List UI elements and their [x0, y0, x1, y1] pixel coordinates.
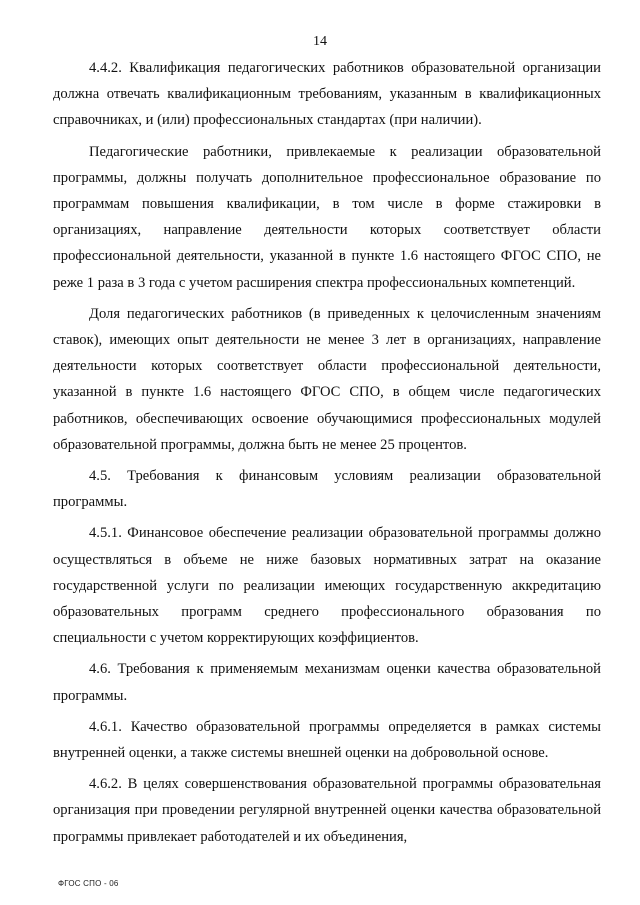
page-footer: ФГОС СПО - 06 [58, 879, 119, 888]
paragraph-4-4-2: 4.4.2. Квалификация педагогических работников образовательной организации должна отвечать квалификационным требованиям, указанным в квалификационных справочниках, и (или) профессиональных стандартах (при наличии). [53, 60, 601, 129]
paragraph-4-6-2: 4.6.2. В целях совершенствования образовательной программы образовательная организация при проведении регулярной внутренней оценки качества образовательной программы привлекает работодателей и их объединения, [53, 776, 601, 845]
paragraph-teacher-share: Доля педагогических работников (в приведенных к целочисленным значениям ставок), имеющих опыт деятельности не менее 3 лет в организациях, направление деятельности которых соответствует области профессиональной деятельности, указанной в пункте 1.6 настоящего ФГОС СПО, в общем числе педагогических работников, обеспечивающих освоение обучающимися профессиональных модулей образовательной программы, должна быть не менее 25 процентов. [53, 305, 601, 453]
page-number: 14 [313, 34, 327, 49]
paragraph-4-5: 4.5. Требования к финансовым условиям реализации образовательной программы. [53, 468, 601, 511]
paragraph-4-6-1: 4.6.1. Качество образовательной программы определяется в рамках системы внутренней оценки, а также системы внешней оценки на добровольной основе. [53, 718, 601, 762]
paragraph-4-6: 4.6. Требования к применяемым механизмам оценки качества образовательной программы. [53, 661, 601, 704]
paragraph-4-5-1: 4.5.1. Финансовое обеспечение реализации образовательной программы должно осуществляться в объеме не ниже базовых нормативных затрат на оказание государственной услуги по реализации имеющих государственную аккредитацию образовательных программ среднего профессионального образования по специальности с учетом корректирующих коэффициентов. [53, 525, 601, 647]
document-body [53, 55, 601, 855]
paragraph-teacher-training: Педагогические работники, привлекаемые к реализации образовательной программы, должны получать дополнительное профессиональное образование по программам повышения квалификации, в том числе в форме стажировки в организациях, направление деятельности которых соответствует области профессиональной деятельности, указанной в пункте 1.6 настоящего ФГОС СПО, не реже 1 раза в 3 года с учетом расширения спектра профессиональных компетенций. [53, 143, 601, 291]
